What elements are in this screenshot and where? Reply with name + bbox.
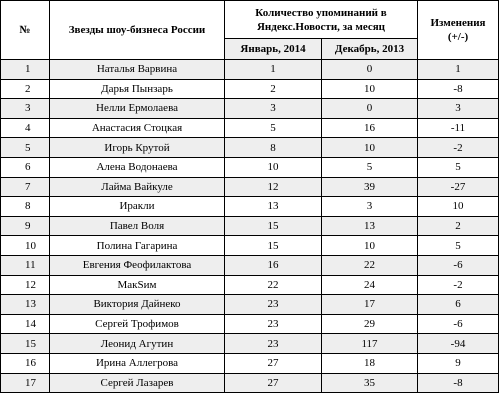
row-number-cell: 17 xyxy=(1,373,50,393)
row-number-cell: 5 xyxy=(1,138,50,158)
change-cell: 5 xyxy=(418,157,499,177)
december-count-cell: 16 xyxy=(322,118,418,138)
header-december: Декабрь, 2013 xyxy=(322,39,418,60)
row-number-cell: 2 xyxy=(1,79,50,99)
star-name-cell: Игорь Крутой xyxy=(50,138,225,158)
january-count-cell: 12 xyxy=(225,177,322,197)
january-count-cell: 23 xyxy=(225,334,322,354)
row-number-cell: 15 xyxy=(1,334,50,354)
change-cell: -11 xyxy=(418,118,499,138)
january-count-cell: 2 xyxy=(225,79,322,99)
december-count-cell: 29 xyxy=(322,314,418,334)
change-cell: -2 xyxy=(418,138,499,158)
table-row xyxy=(1,295,499,315)
december-count-cell: 117 xyxy=(322,334,418,354)
december-count-cell: 10 xyxy=(322,236,418,256)
january-count-cell: 10 xyxy=(225,157,322,177)
star-name-cell: Иракли xyxy=(50,197,225,217)
table-row xyxy=(1,255,499,275)
table-header xyxy=(1,1,499,60)
change-cell: 3 xyxy=(418,99,499,119)
change-cell: 1 xyxy=(418,60,499,80)
row-number-cell: 11 xyxy=(1,255,50,275)
header-star: Звезды шоу-бизнеса России xyxy=(50,1,225,60)
table-row xyxy=(1,353,499,373)
star-name-cell: Павел Воля xyxy=(50,216,225,236)
table-row xyxy=(1,314,499,334)
table-row xyxy=(1,157,499,177)
row-number-cell: 13 xyxy=(1,295,50,315)
table-row xyxy=(1,216,499,236)
december-count-cell: 39 xyxy=(322,177,418,197)
change-cell: -27 xyxy=(418,177,499,197)
january-count-cell: 15 xyxy=(225,216,322,236)
star-name-cell: Наталья Варвина xyxy=(50,60,225,80)
star-name-cell: Нелли Ермолаева xyxy=(50,99,225,119)
star-name-cell: Виктория Дайнеко xyxy=(50,295,225,315)
table-row xyxy=(1,373,499,393)
december-count-cell: 35 xyxy=(322,373,418,393)
december-count-cell: 18 xyxy=(322,353,418,373)
january-count-cell: 16 xyxy=(225,255,322,275)
row-number-cell: 8 xyxy=(1,197,50,217)
star-name-cell: Полина Гагарина xyxy=(50,236,225,256)
change-cell: -8 xyxy=(418,373,499,393)
change-cell: 9 xyxy=(418,353,499,373)
december-count-cell: 10 xyxy=(322,138,418,158)
table-row xyxy=(1,79,499,99)
december-count-cell: 5 xyxy=(322,157,418,177)
table-row xyxy=(1,99,499,119)
star-name-cell: Евгения Феофилактова xyxy=(50,255,225,275)
star-name-cell: МакSим xyxy=(50,275,225,295)
star-name-cell: Сергей Трофимов xyxy=(50,314,225,334)
header-change: Изменения (+/-) xyxy=(418,1,499,60)
december-count-cell: 0 xyxy=(322,99,418,119)
star-name-cell: Лайма Вайкуле xyxy=(50,177,225,197)
table-row xyxy=(1,118,499,138)
row-number-cell: 6 xyxy=(1,157,50,177)
january-count-cell: 1 xyxy=(225,60,322,80)
row-number-cell: 1 xyxy=(1,60,50,80)
january-count-cell: 8 xyxy=(225,138,322,158)
change-cell: -6 xyxy=(418,314,499,334)
december-count-cell: 24 xyxy=(322,275,418,295)
header-number: № xyxy=(1,1,50,60)
star-name-cell: Леонид Агутин xyxy=(50,334,225,354)
star-name-cell: Алена Водонаева xyxy=(50,157,225,177)
december-count-cell: 17 xyxy=(322,295,418,315)
change-cell: -94 xyxy=(418,334,499,354)
row-number-cell: 16 xyxy=(1,353,50,373)
row-number-cell: 12 xyxy=(1,275,50,295)
table-row xyxy=(1,177,499,197)
table-row xyxy=(1,197,499,217)
january-count-cell: 3 xyxy=(225,99,322,119)
table-row xyxy=(1,275,499,295)
header-january: Январь, 2014 xyxy=(225,39,322,60)
december-count-cell: 10 xyxy=(322,79,418,99)
row-number-cell: 14 xyxy=(1,314,50,334)
december-count-cell: 22 xyxy=(322,255,418,275)
row-number-cell: 10 xyxy=(1,236,50,256)
change-cell: 2 xyxy=(418,216,499,236)
change-cell: 10 xyxy=(418,197,499,217)
january-count-cell: 13 xyxy=(225,197,322,217)
table-body xyxy=(1,60,499,393)
january-count-cell: 27 xyxy=(225,353,322,373)
row-number-cell: 7 xyxy=(1,177,50,197)
january-count-cell: 15 xyxy=(225,236,322,256)
row-number-cell: 3 xyxy=(1,99,50,119)
table-row xyxy=(1,334,499,354)
december-count-cell: 3 xyxy=(322,197,418,217)
december-count-cell: 0 xyxy=(322,60,418,80)
change-cell: 5 xyxy=(418,236,499,256)
january-count-cell: 23 xyxy=(225,295,322,315)
row-number-cell: 9 xyxy=(1,216,50,236)
change-cell: -6 xyxy=(418,255,499,275)
row-number-cell: 4 xyxy=(1,118,50,138)
january-count-cell: 27 xyxy=(225,373,322,393)
star-name-cell: Сергей Лазарев xyxy=(50,373,225,393)
change-cell: 6 xyxy=(418,295,499,315)
january-count-cell: 5 xyxy=(225,118,322,138)
table-row xyxy=(1,60,499,80)
december-count-cell: 13 xyxy=(322,216,418,236)
table-row xyxy=(1,236,499,256)
star-name-cell: Анастасия Стоцкая xyxy=(50,118,225,138)
star-name-cell: Дарья Пынзарь xyxy=(50,79,225,99)
table-row xyxy=(1,138,499,158)
january-count-cell: 23 xyxy=(225,314,322,334)
change-cell: -2 xyxy=(418,275,499,295)
star-name-cell: Ирина Аллегрова xyxy=(50,353,225,373)
january-count-cell: 22 xyxy=(225,275,322,295)
header-mentions: Количество упоминаний в Яндекс.Новости, за месяц xyxy=(225,1,418,39)
change-cell: -8 xyxy=(418,79,499,99)
